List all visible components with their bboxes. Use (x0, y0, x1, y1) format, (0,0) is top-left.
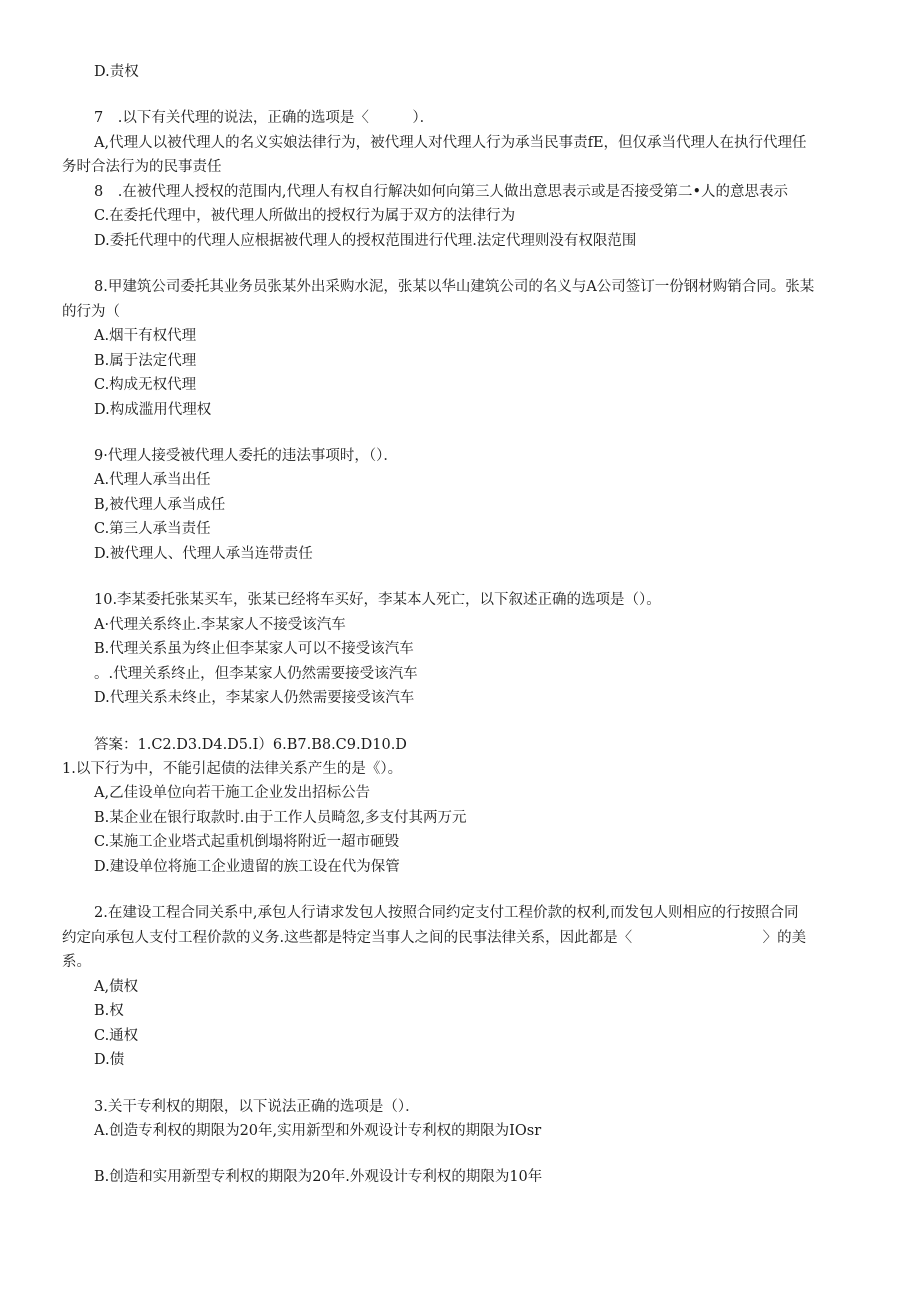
section2-question-3-option-b: B.创造和实用新型专利权的期限为20年.外观设计专利权的期限为10年 (94, 1169, 543, 1185)
question-10-option-b: B.代理关系虽为终止但李某家人可以不接受该汽车 (94, 641, 414, 657)
question-8-option-b: B.属于法定代理 (94, 353, 197, 369)
question-8-stem-cont: 的行为（ (62, 304, 120, 320)
question-9-option-d: D.被代理人、代理人承当连带责任 (94, 546, 313, 562)
section2-question-2-option-d: D.债 (94, 1052, 125, 1068)
section2-question-2-option-c: C.通权 (94, 1028, 139, 1044)
question-7-option-a: A,代理人以被代理人的名义实娘法律行为，被代理人对代理人行为承当民事责fE，但仅承当代理人在执行代理任 (94, 135, 807, 151)
section2-question-2-option-b: B.权 (94, 1003, 124, 1019)
option-7-d: D.责权 (94, 64, 139, 80)
section2-question-1-option-a: A,乙佳设单位向若干施工企业发出招标公告 (94, 785, 371, 801)
question-10-option-c: 。.代理关系终止，但李某家人仍然需要接受该汽车 (94, 666, 418, 682)
question-8-stem: 8.甲建筑公司委托其业务员张某外出采购水泥，张某以华山建筑公司的名义与A公司签订一份钢材购销合同。张某 (94, 279, 815, 295)
question-9-stem: 9·代理人接受被代理人委托的违法事项时，（）． (94, 448, 398, 464)
question-9-option-b: B,被代理人承当成任 (94, 497, 226, 513)
section2-question-2-option-a: A,债权 (94, 979, 139, 995)
question-8-option-d: D.构成滥用代理权 (94, 402, 212, 418)
section2-question-2-stem-cont: 约定向承包人支付工程价款的义务.这些都是特定当事人之间的民事法律关系，因此都是〈 〉的美 (62, 930, 807, 946)
question-10-option-a: A·代理关系终止.李某家人不接受该汽车 (94, 617, 346, 633)
question-10-stem: 10.李某委托张某买车，张某已经将车买好，李某本人死亡，以下叙述正确的选项是（）。 (94, 592, 661, 608)
section2-question-2-stem-end: 系。 (62, 954, 91, 970)
question-7-option-a-cont: 务时合法行为的民事责任 (62, 159, 222, 175)
answer-key: 答案：1.C2.D3.D4.D5.I）6.B7.B8.C9.D10.D (94, 737, 407, 753)
section2-question-3-stem: 3.关干专利权的期限，以下说法正确的选项是（）． (94, 1099, 420, 1115)
question-9-option-a: A.代理人承当出任 (94, 472, 211, 488)
question-8-option-a: A.烟干有权代理 (94, 328, 197, 344)
question-7-option-c: C.在委托代理中，被代理人所做出的授权行为属于双方的法律行为 (94, 208, 516, 224)
question-10-option-d: D.代理关系未终止，李某家人仍然需要接受该汽车 (94, 690, 415, 706)
section2-question-2-stem: 2.在建设工程合同关系中,承包人行请求发包人按照合同约定支付工程价款的权利,而发包人则相应的行按照合同 (94, 905, 799, 921)
section2-question-1-option-d: D.建设单位将施工企业遗留的族工设在代为保管 (94, 859, 400, 875)
section2-question-1-stem: 1.以下行为中，不能引起债的法律关系产生的是《）。 (62, 761, 403, 777)
question-7-stem: 7 .以下有关代理的说法，正确的选项是〈 ）． (94, 110, 435, 126)
question-8-option-c: C.构成无权代理 (94, 377, 197, 393)
section2-question-1-option-c: C.某施工企业塔式起重机倒塌将附近一超市砸毁 (94, 834, 400, 850)
section2-question-3-option-a: A.创造专利权的期限为20年,实用新型和外观设计专利权的期限为IOsr (94, 1123, 542, 1139)
section2-question-1-option-b: B.某企业在银行取款时.由于工作人员畸忽,多支付其两万元 (94, 810, 467, 826)
question-7-option-d: D.委托代理中的代理人应根据被代理人的授权范围进行代理.法定代理则没有权限范围 (94, 233, 637, 249)
question-7-option-b: 8 .在被代理人授权的范围内,代理人有权自行解决如何向第三人做出意思表示或是否接受第二•人的意思表示 (94, 184, 788, 200)
question-9-option-c: C.第三人承当责任 (94, 521, 211, 537)
